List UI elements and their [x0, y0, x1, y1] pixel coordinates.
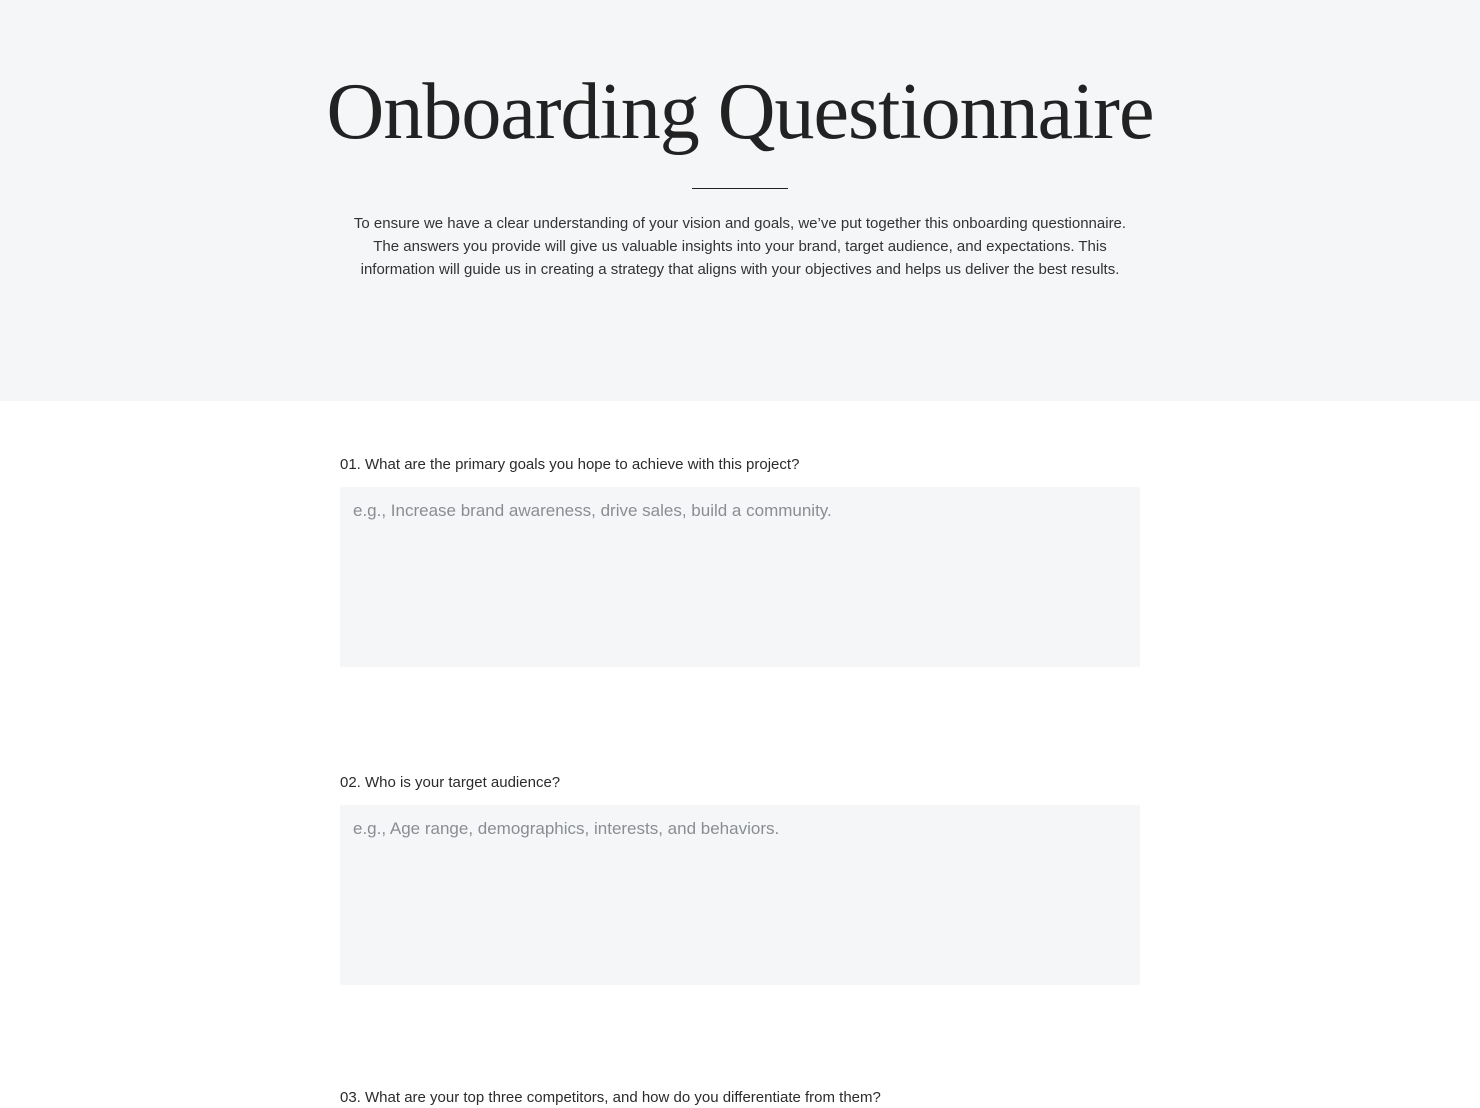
question-2-label: 02. Who is your target audience?: [340, 774, 561, 791]
question-2: [340, 773, 1140, 985]
hero-section: [0, 0, 1480, 401]
question-3-label: 03. What are your top three competitors, and how do you differentiate from them?: [340, 1089, 881, 1106]
page-title: Onboarding Questionnaire: [326, 68, 1154, 156]
title-divider: [692, 188, 788, 189]
question-1: [340, 455, 1140, 667]
intro-text: To ensure we have a clear understanding of your vision and goals, we’ve put together this onboarding questionnaire. The answers you provide will give us valuable insights into your brand, target audience, and expectations. This information will guide us in creating a strategy that aligns with your objectives and helps us deliver the best results.: [353, 215, 1127, 278]
question-2-answer-input[interactable]: [340, 805, 1140, 985]
question-1-label: 01. What are the primary goals you hope to achieve with this project?: [340, 456, 800, 473]
question-3: [340, 1088, 1140, 1108]
question-1-answer-input[interactable]: [340, 487, 1140, 667]
